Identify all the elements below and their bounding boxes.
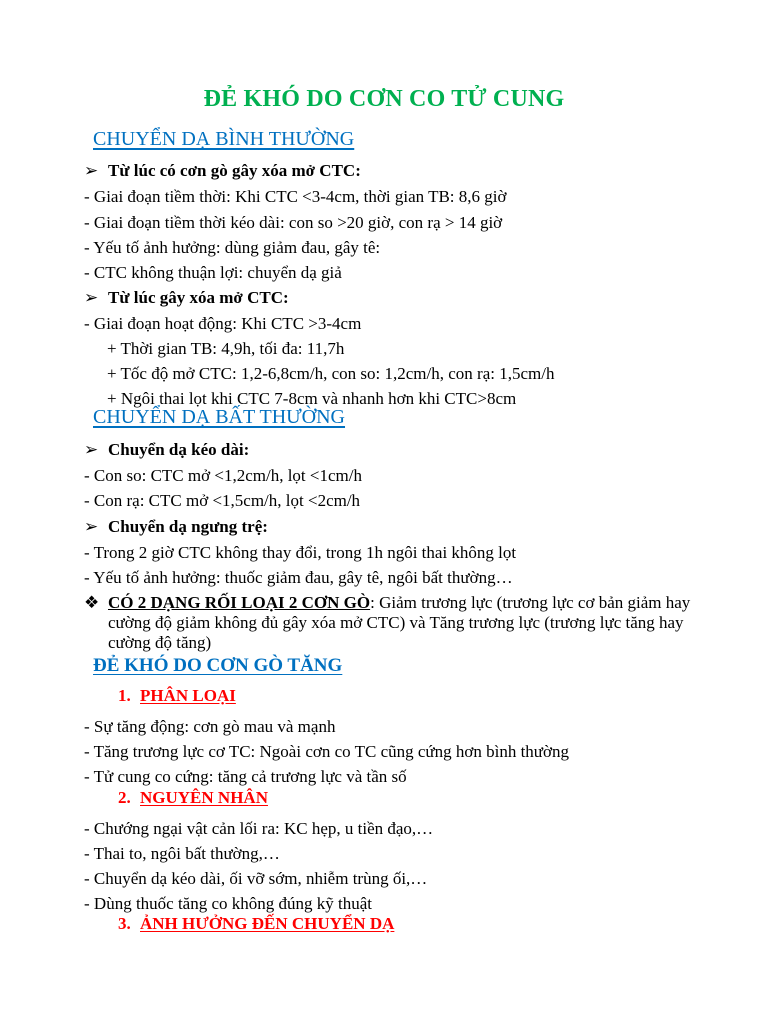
item-number: 1. <box>118 686 131 705</box>
text-line: - Con rạ: CTC mở <1,5cm/h, lọt <2cm/h <box>84 491 361 510</box>
four-diamond-bullet-icon: ❖ <box>84 593 100 612</box>
arrowhead-bullet-icon: ➢ <box>84 288 99 307</box>
numbered-heading <box>118 788 268 808</box>
section-heading-abnormal: CHUYỂN DẠ BẤT THƯỜNG <box>93 406 346 428</box>
diamond-heading: CÓ 2 DẠNG RỐI LOẠI 2 CƠN GÒ <box>108 593 371 612</box>
text-line: - Chuyển dạ kéo dài, ối vỡ sớm, nhiễm trùng ối,… <box>84 869 428 888</box>
sub-line: + Thời gian TB: 4,9h, tối đa: 11,7h <box>107 339 345 358</box>
item-title: PHÂN LOẠI <box>140 686 236 705</box>
bullet-item <box>84 517 268 537</box>
item-number: 2. <box>118 788 131 807</box>
text-line: - Giai đoạn hoạt động: Khi CTC >3-4cm <box>84 314 362 333</box>
text-line: - Giai đoạn tiềm thời: Khi CTC <3-4cm, thời gian TB: 8,6 giờ <box>84 187 507 206</box>
diamond-bullet-paragraph <box>84 593 704 653</box>
arrowhead-bullet-icon: ➢ <box>84 161 99 180</box>
page-title: ĐẺ KHÓ DO CƠN CO TỬ CUNG <box>203 86 565 112</box>
text-line: - Con so: CTC mở <1,2cm/h, lọt <1cm/h <box>84 466 362 485</box>
text-line: - Giai đoạn tiềm thời kéo dài: con so >20 giờ, con rạ > 14 giờ <box>84 213 503 232</box>
bullet-item <box>84 161 361 181</box>
text-line: - Tử cung co cứng: tăng cả trương lực và tần số <box>84 767 407 786</box>
text-line: - Sự tăng động: cơn gò mau và mạnh <box>84 717 336 736</box>
text-line: - Thai to, ngôi bất thường,… <box>84 844 280 863</box>
bullet-text: Chuyển dạ kéo dài: <box>108 440 250 459</box>
bullet-text: Chuyển dạ ngưng trệ: <box>108 517 268 536</box>
text-line: - Yếu tố ảnh hưởng: dùng giảm đau, gây tê: <box>84 238 381 257</box>
bullet-item <box>84 288 289 308</box>
item-title: ẢNH HƯỞNG ĐẾN CHUYỂN DẠ <box>140 914 395 933</box>
text-line: - Dùng thuốc tăng co không đúng kỹ thuật <box>84 894 373 913</box>
text-line: - Tăng trương lực cơ TC: Ngoài cơn co TC cũng cứng hơn bình thường <box>84 742 570 761</box>
bullet-text: Từ lúc gây xóa mở CTC: <box>108 288 289 307</box>
arrowhead-bullet-icon: ➢ <box>84 440 99 459</box>
diamond-body: : Giảm trương lực (trương lực cơ bản giảm hay cường độ giảm không đủ gây xóa mở CTC) và Tăng trương lực (trương lực tăng hay cường độ tăng) <box>108 593 691 652</box>
section-heading-normal: CHUYỂN DẠ BÌNH THƯỜNG <box>93 128 355 150</box>
numbered-heading <box>118 686 236 706</box>
bullet-item <box>84 440 249 460</box>
sub-line: + Tốc độ mở CTC: 1,2-6,8cm/h, con so: 1,2cm/h, con rạ: 1,5cm/h <box>107 364 555 383</box>
item-title: NGUYÊN NHÂN <box>140 788 268 807</box>
arrowhead-bullet-icon: ➢ <box>84 517 99 536</box>
text-line: - Trong 2 giờ CTC không thay đổi, trong 1h ngôi thai không lọt <box>84 543 517 562</box>
numbered-heading <box>118 914 394 934</box>
section-heading-increased: ĐẺ KHÓ DO CƠN GÒ TĂNG <box>93 655 343 676</box>
diamond-text <box>84 593 704 653</box>
text-line: - Chướng ngại vật cản lối ra: KC hẹp, u tiền đạo,… <box>84 819 434 838</box>
text-line: - Yếu tố ảnh hưởng: thuốc giảm đau, gây tê, ngôi bất thường… <box>84 568 513 587</box>
sub-line: + Ngôi thai lọt khi CTC 7-8cm và nhanh hơn khi CTC>8cm <box>107 389 517 408</box>
bullet-text: Từ lúc có cơn gò gây xóa mở CTC: <box>108 161 361 180</box>
text-line: - CTC không thuận lợi: chuyển dạ giả <box>84 263 342 282</box>
item-number: 3. <box>118 914 131 933</box>
